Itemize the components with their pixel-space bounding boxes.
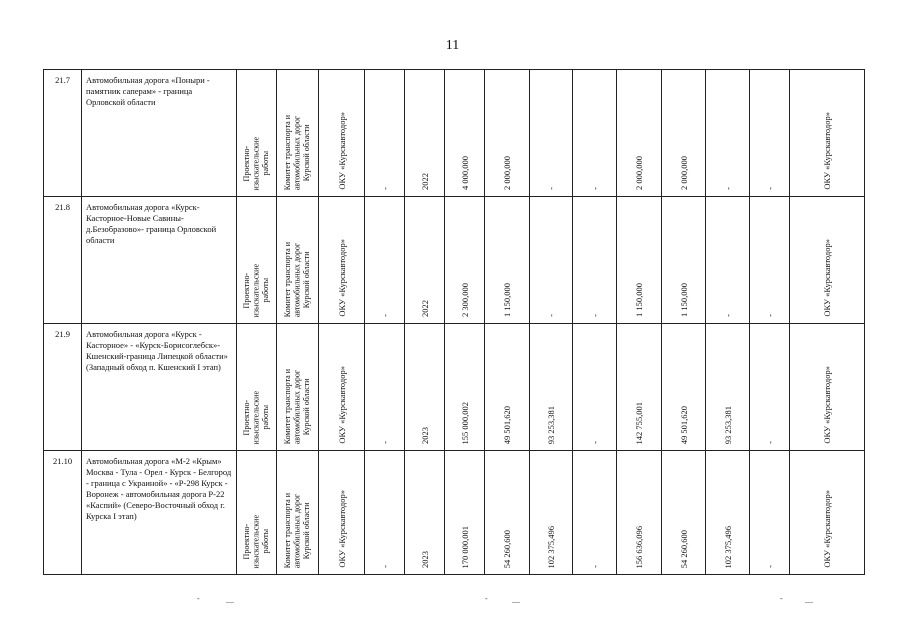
- vertical-wrap: [365, 324, 404, 450]
- vertical-text: 2022: [419, 173, 430, 190]
- table-row: [44, 451, 865, 575]
- total-cell: [445, 324, 485, 451]
- executor-cell: [319, 451, 365, 575]
- vertical-wrap: [662, 451, 705, 574]
- vertical-wrap: [277, 70, 318, 196]
- value-5-cell: [662, 70, 706, 197]
- vertical-wrap: [662, 197, 705, 323]
- vertical-wrap: [237, 70, 276, 196]
- vertical-wrap: [365, 70, 404, 196]
- value-4-cell: [617, 324, 662, 451]
- vertical-wrap: [573, 451, 616, 574]
- vertical-text: 93 253,381: [546, 405, 556, 444]
- value-7-cell: [750, 70, 790, 197]
- org-cell: [790, 324, 865, 451]
- year-cell: [405, 70, 445, 197]
- vertical-wrap: [445, 451, 484, 574]
- vertical-text: 142 755,001: [634, 401, 644, 444]
- vertical-wrap: [573, 70, 616, 196]
- value-2-cell: [530, 324, 573, 451]
- vertical-wrap: [277, 197, 318, 323]
- vertical-text: -: [764, 441, 775, 444]
- total-cell: [445, 451, 485, 575]
- value-3-cell: [573, 197, 617, 324]
- vertical-wrap: [790, 70, 864, 196]
- vertical-text: 49 501,620: [678, 405, 689, 444]
- year-cell: [405, 451, 445, 575]
- vertical-wrap: [277, 324, 318, 450]
- vertical-wrap: [573, 197, 616, 323]
- row-number-cell: 21.9: [44, 324, 82, 451]
- vertical-text: 1 150,000: [502, 283, 512, 317]
- vertical-wrap: [750, 451, 789, 574]
- vertical-text: -: [764, 314, 775, 317]
- vertical-wrap: [530, 197, 572, 323]
- vertical-wrap: [706, 324, 749, 450]
- vertical-wrap: [405, 324, 444, 450]
- vertical-wrap: [485, 324, 529, 450]
- vertical-text: ОКУ «Курскавтодор»: [822, 239, 832, 317]
- vertical-text: 1 150,000: [634, 283, 644, 317]
- start-cell: [365, 324, 405, 451]
- vertical-text: 2023: [419, 427, 430, 444]
- row-number-cell: 21.7: [44, 70, 82, 197]
- vertical-text: 155 000,002: [459, 401, 470, 444]
- vertical-wrap: [530, 70, 572, 196]
- vertical-text: 170 000,001: [459, 525, 470, 568]
- vertical-wrap: [365, 197, 404, 323]
- vertical-wrap: [706, 451, 749, 574]
- vertical-wrap: [405, 70, 444, 196]
- value-6-cell: [706, 197, 750, 324]
- road-name-cell: Автомобильная дорога «Курск - Касторное» - «Курск-Борисоглебск»-Кшенский-граница Липецкой области» (Западный обход п. Кшенский I этап): [82, 324, 237, 451]
- table-row: [44, 324, 865, 451]
- vertical-wrap: [790, 324, 864, 450]
- value-6-cell: [706, 324, 750, 451]
- total-cell: [445, 70, 485, 197]
- road-name-cell: Автомобильная дорога «Курск-Касторное-Новые Савины-д.Безобразово»- граница Орловской области: [82, 197, 237, 324]
- work-type-cell: [237, 197, 277, 324]
- value-4-cell: [617, 197, 662, 324]
- row-number-cell: 21.10: [44, 451, 82, 575]
- vertical-wrap: [617, 70, 661, 196]
- value-3-cell: [573, 70, 617, 197]
- vertical-text: Проектно- изыскательские работы: [242, 263, 271, 317]
- vertical-text: -: [589, 187, 600, 190]
- vertical-text: 102 375,496: [722, 525, 733, 568]
- vertical-text: 156 636,096: [634, 525, 644, 568]
- value-6-cell: [706, 70, 750, 197]
- vertical-text: -: [764, 187, 775, 190]
- vertical-text: Комитет транспорта и автомобильных дорог Курской области: [283, 492, 312, 568]
- vertical-wrap: [662, 70, 705, 196]
- work-type-cell: [237, 70, 277, 197]
- vertical-text: 54 260,600: [678, 529, 689, 568]
- vertical-wrap: [662, 324, 705, 450]
- row-number-cell: 21.8: [44, 197, 82, 324]
- vertical-text: -: [722, 187, 733, 190]
- vertical-text: Проектно- изыскательские работы: [242, 514, 271, 568]
- org-cell: [790, 197, 865, 324]
- road-name-cell: Автомобильная дорога «Поныри - памятник саперам» - граница Орловской области: [82, 70, 237, 197]
- vertical-wrap: [319, 197, 364, 323]
- vertical-text: -: [546, 314, 556, 317]
- vertical-wrap: [790, 197, 864, 323]
- vertical-text: 2023: [419, 551, 430, 568]
- vertical-text: 2 000,000: [634, 156, 644, 190]
- vertical-wrap: [617, 324, 661, 450]
- vertical-wrap: [706, 70, 749, 196]
- value-2-cell: [530, 451, 573, 575]
- vertical-wrap: [445, 70, 484, 196]
- value-5-cell: [662, 324, 706, 451]
- vertical-wrap: [617, 197, 661, 323]
- table-row: [44, 197, 865, 324]
- start-cell: [365, 70, 405, 197]
- vertical-text: -: [546, 187, 556, 190]
- vertical-wrap: [365, 451, 404, 574]
- work-type-cell: [237, 451, 277, 575]
- vertical-wrap: [237, 324, 276, 450]
- vertical-text: ОКУ «Курскавтодор»: [822, 490, 832, 568]
- project-table: [43, 69, 865, 575]
- vertical-text: 54 260,600: [502, 529, 512, 568]
- executor-cell: [319, 197, 365, 324]
- vertical-text: 49 501,620: [502, 405, 512, 444]
- vertical-wrap: [445, 197, 484, 323]
- vertical-wrap: [530, 451, 572, 574]
- org-cell: [790, 451, 865, 575]
- vertical-text: 2022: [419, 300, 430, 317]
- value-1-cell: [485, 324, 530, 451]
- customer-cell: [277, 451, 319, 575]
- value-1-cell: [485, 197, 530, 324]
- vertical-wrap: [573, 324, 616, 450]
- work-type-cell: [237, 324, 277, 451]
- vertical-text: 93 253,381: [722, 405, 733, 444]
- vertical-wrap: [750, 324, 789, 450]
- page-number: 11: [445, 38, 460, 53]
- vertical-text: 2 000,000: [678, 156, 689, 190]
- value-7-cell: [750, 324, 790, 451]
- vertical-wrap: [319, 324, 364, 450]
- customer-cell: [277, 197, 319, 324]
- vertical-wrap: [750, 70, 789, 196]
- vertical-text: -: [379, 441, 390, 444]
- value-4-cell: [617, 451, 662, 575]
- table-row: [44, 70, 865, 197]
- vertical-wrap: [790, 451, 864, 574]
- road-name-cell: Автомобильная дорога «М-2 «Крым» Москва - Тула - Орел - Курск - Белгород - граница с Украиной» - «Р-298 Курск - Воронеж - автомобильная дорога Р-22 «Каспий» (Северо-Восточный обход г. Курска I этап): [82, 451, 237, 575]
- vertical-wrap: [237, 451, 276, 574]
- vertical-text: -: [379, 187, 390, 190]
- vertical-text: -: [379, 565, 390, 568]
- value-4-cell: [617, 70, 662, 197]
- vertical-wrap: [237, 197, 276, 323]
- value-2-cell: [530, 70, 573, 197]
- value-3-cell: [573, 324, 617, 451]
- value-2-cell: [530, 197, 573, 324]
- vertical-text: -: [589, 314, 600, 317]
- year-cell: [405, 197, 445, 324]
- vertical-wrap: [319, 70, 364, 196]
- vertical-text: 2 000,000: [502, 156, 512, 190]
- vertical-text: ОКУ «Курскавтодор»: [336, 239, 347, 317]
- vertical-text: Комитет транспорта и автомобильных дорог Курской области: [283, 114, 312, 190]
- vertical-text: 1 150,000: [678, 283, 689, 317]
- vertical-text: -: [722, 314, 733, 317]
- vertical-text: -: [764, 565, 775, 568]
- year-cell: [405, 324, 445, 451]
- vertical-text: Комитет транспорта и автомобильных дорог Курской области: [283, 368, 312, 444]
- vertical-wrap: [485, 70, 529, 196]
- value-6-cell: [706, 451, 750, 575]
- value-7-cell: [750, 197, 790, 324]
- vertical-wrap: [405, 197, 444, 323]
- vertical-wrap: [485, 451, 529, 574]
- customer-cell: [277, 70, 319, 197]
- customer-cell: [277, 324, 319, 451]
- start-cell: [365, 197, 405, 324]
- vertical-text: ОКУ «Курскавтодор»: [336, 366, 347, 444]
- vertical-wrap: [405, 451, 444, 574]
- vertical-text: 4 000,000: [459, 156, 470, 190]
- value-5-cell: [662, 197, 706, 324]
- vertical-text: -: [589, 565, 600, 568]
- vertical-text: Проектно- изыскательские работы: [242, 136, 271, 190]
- vertical-text: Комитет транспорта и автомобильных дорог Курской области: [283, 241, 312, 317]
- vertical-wrap: [319, 451, 364, 574]
- vertical-text: ОКУ «Курскавтодор»: [822, 112, 832, 190]
- value-3-cell: [573, 451, 617, 575]
- value-5-cell: [662, 451, 706, 575]
- vertical-text: ОКУ «Курскавтодор»: [336, 490, 347, 568]
- executor-cell: [319, 70, 365, 197]
- vertical-wrap: [485, 197, 529, 323]
- value-1-cell: [485, 451, 530, 575]
- vertical-text: 102 375,496: [546, 525, 556, 568]
- vertical-wrap: [750, 197, 789, 323]
- vertical-wrap: [530, 324, 572, 450]
- vertical-wrap: [277, 451, 318, 574]
- vertical-text: ОКУ «Курскавтодор»: [822, 366, 832, 444]
- org-cell: [790, 70, 865, 197]
- vertical-text: 2 300,000: [459, 283, 470, 317]
- vertical-wrap: [617, 451, 661, 574]
- total-cell: [445, 197, 485, 324]
- vertical-text: -: [589, 441, 600, 444]
- vertical-text: -: [379, 314, 390, 317]
- value-7-cell: [750, 451, 790, 575]
- vertical-wrap: [706, 197, 749, 323]
- vertical-text: ОКУ «Курскавтодор»: [336, 112, 347, 190]
- vertical-text: Проектно- изыскательские работы: [242, 390, 271, 444]
- vertical-wrap: [445, 324, 484, 450]
- value-1-cell: [485, 70, 530, 197]
- start-cell: [365, 451, 405, 575]
- executor-cell: [319, 324, 365, 451]
